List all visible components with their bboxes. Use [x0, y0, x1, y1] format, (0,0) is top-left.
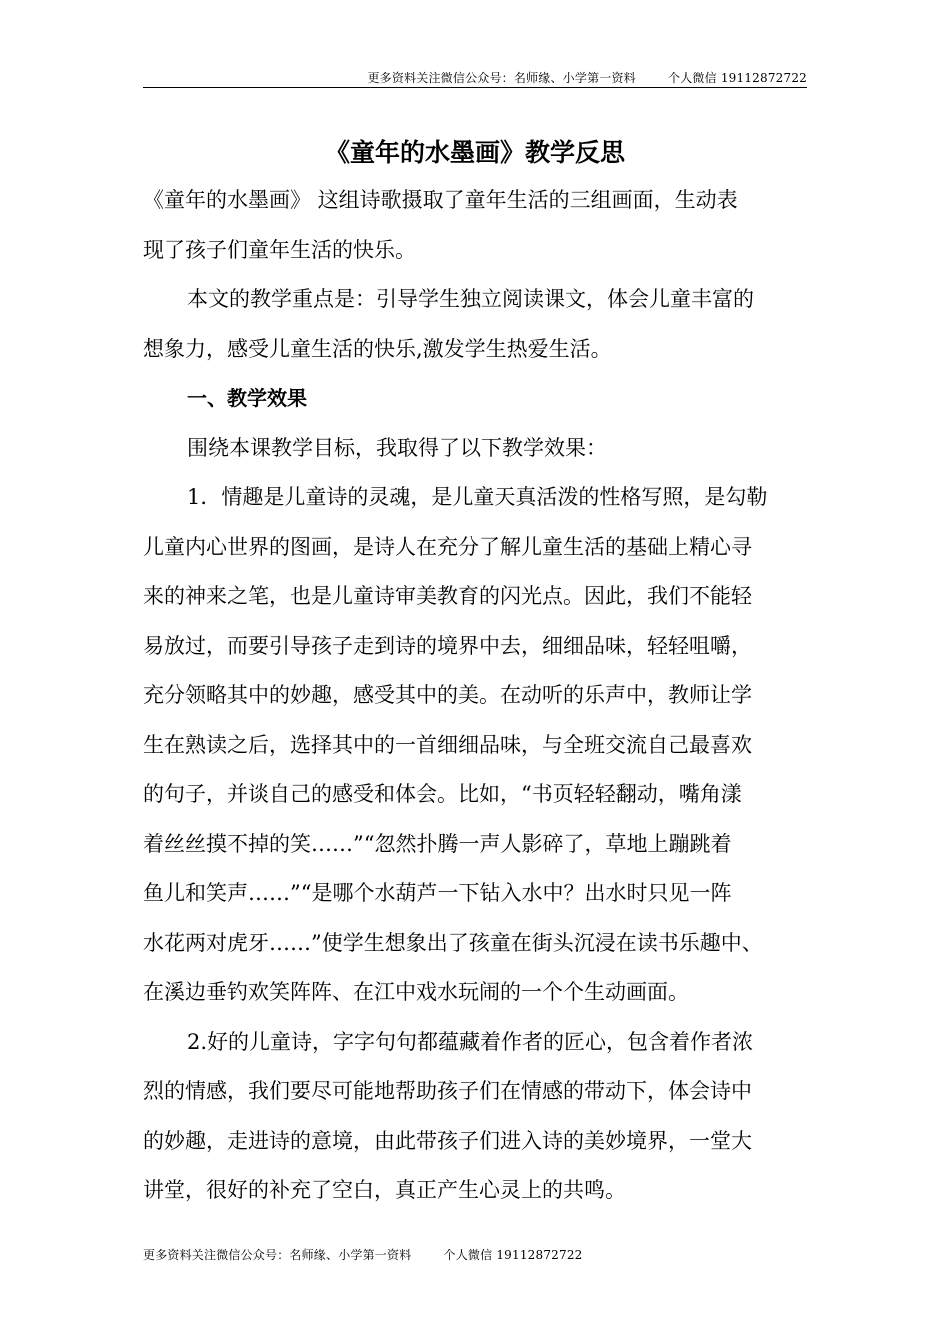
- text-line: 围绕本课教学目标，我取得了以下教学效果：: [187, 435, 607, 460]
- text-line: 想象力，感受儿童生活的快乐,激发学生热爱生活。: [143, 336, 612, 361]
- text-line: 讲堂，很好的补充了空白，真正产生心灵上的共鸣。: [143, 1178, 626, 1202]
- text-line: 的妙趣，走进诗的意境，由此带孩子们进入诗的美妙境界，一堂大: [143, 1128, 752, 1153]
- text-line: 易放过，而要引导孩子走到诗的境界中去，细细品味，轻轻咀嚼，: [143, 633, 752, 658]
- text-line: 充分领略其中的妙趣，感受其中的美。在动听的乐声中，教师让学: [143, 683, 752, 707]
- text-line: 2.好的儿童诗，字字句句都蕴藏着作者的匠心，包含着作者浓: [187, 1029, 754, 1054]
- text-line: 在溪边垂钓欢笑阵阵、在江中戏水玩闹的一个个生动画面。: [143, 980, 689, 1004]
- text-line: 的句子，并谈自己的感受和体会。比如，“书页轻轻翻动，嘴角漾: [143, 782, 742, 806]
- text-line: 鱼儿和笑声……”“是哪个水葫芦一下钻入水中？出水时只见一阵: [143, 881, 732, 905]
- page-footer-text: 更多资料关注微信公众号：名师缘、小学第一资料 个人微信 19112872722: [143, 1248, 583, 1262]
- text-line: 着丝丝摸不掉的笑……”“忽然扑腾一声人影碎了，草地上蹦跳着: [143, 831, 732, 856]
- header-divider: [143, 87, 807, 88]
- text-line: 现了孩子们童年生活的快乐。: [143, 237, 416, 262]
- page-header-text: 更多资料关注微信公众号：名师缘、小学第一资料 个人微信 19112872722: [367, 71, 807, 85]
- text-line: 来的神来之笔，也是儿童诗审美教育的闪光点。因此，我们不能轻: [143, 584, 752, 608]
- text-line: 《童年的水墨画》 这组诗歌摄取了童年生活的三组画面，生动表: [143, 188, 738, 212]
- text-line: 水花两对虎牙……”使学生想象出了孩童在街头沉浸在读书乐趣中、: [143, 930, 763, 955]
- text-line: 烈的情感，我们要尽可能地帮助孩子们在情感的带动下，体会诗中: [143, 1079, 752, 1103]
- document-body: [143, 180, 809, 1220]
- text-line: 1．情趣是儿童诗的灵魂，是儿童天真活泼的性格写照，是勾勒: [187, 485, 768, 509]
- text-line: 本文的教学重点是：引导学生独立阅读课文，体会儿童丰富的: [187, 287, 754, 311]
- section-heading: 一、教学效果: [187, 386, 307, 410]
- text-line: 生在熟读之后，选择其中的一首细细品味，与全班交流自己最喜欢: [143, 732, 752, 757]
- text-line: 儿童内心世界的图画，是诗人在充分了解儿童生活的基础上精心寻: [143, 534, 752, 559]
- document-title: 《童年的水墨画》教学反思: [324, 138, 625, 167]
